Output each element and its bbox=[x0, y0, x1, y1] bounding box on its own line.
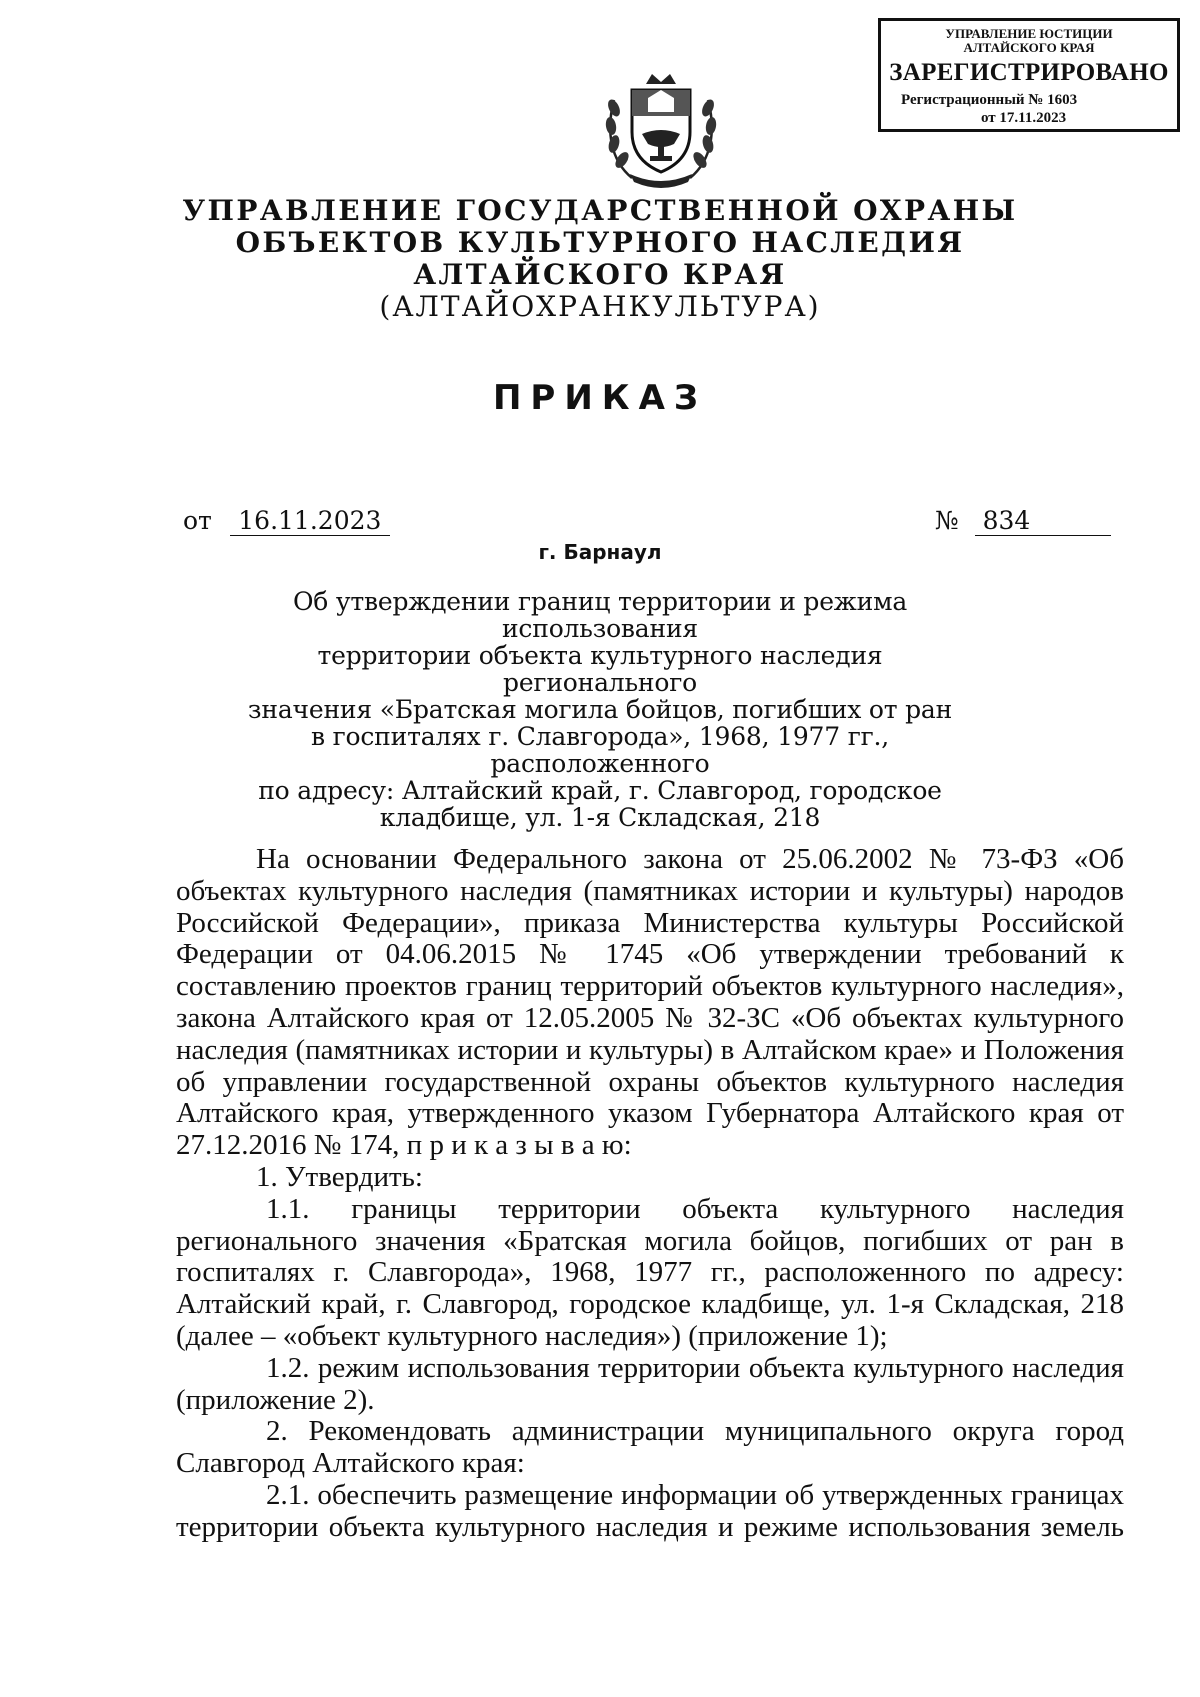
document-type: ПРИКАЗ bbox=[492, 378, 708, 418]
item-2: 2. Рекомендовать администрации муниципального округа город Славгород Алтайского края: bbox=[176, 1415, 1124, 1480]
order-title bbox=[230, 588, 970, 831]
title-line: кладбище, ул. 1-я Складская, 218 bbox=[379, 803, 821, 832]
preamble-paragraph bbox=[176, 844, 1124, 1162]
order-number bbox=[935, 506, 1111, 536]
org-name-line2: ОБЪЕКТОВ КУЛЬТУРНОГО НАСЛЕДИЯ bbox=[235, 226, 965, 259]
org-name-line1: УПРАВЛЕНИЕ ГОСУДАРСТВЕННОЙ ОХРАНЫ bbox=[182, 194, 1018, 227]
stamp-reg-date: от 17.11.2023 bbox=[981, 110, 1067, 126]
stamp-status: ЗАРЕГИСТРИРОВАНО bbox=[889, 59, 1169, 86]
registration-stamp bbox=[878, 18, 1180, 132]
org-short-name: (АЛТАЙОХРАНКУЛЬТУРА) bbox=[379, 290, 821, 323]
item-2-1: 2.1. обеспечить размещение информации об утвержденных границах территории объекта культурного наследия и режиме использования земель bbox=[176, 1478, 1124, 1543]
date-prefix: от bbox=[183, 506, 212, 535]
number-prefix: № bbox=[935, 506, 959, 535]
title-line: значения «Братская могила бойцов, погибших от ран bbox=[247, 695, 953, 724]
city: г. Барнаул bbox=[538, 540, 662, 564]
number-value: 834 bbox=[975, 506, 1111, 536]
stamp-org bbox=[881, 27, 1177, 55]
org-name-line3: АЛТАЙСКОГО КРАЯ bbox=[413, 258, 787, 291]
stamp-org-line1: УПРАВЛЕНИЕ ЮСТИЦИИ bbox=[945, 26, 1113, 41]
item-1-1: 1.1. границы территории объекта культурного наследия регионального значения «Братская могила бойцов, погибших от ран в госпиталях г. Славгорода», 1968, 1977 гг., расположенного по адресу: Алтайский край, г. Славгород, городское кладбище, ул. 1-я Складская, 218 (далее – «объект культурного наследия») (приложение 1); bbox=[176, 1192, 1124, 1352]
stamp-org-line2: АЛТАЙСКОГО КРАЯ bbox=[963, 40, 1095, 55]
stamp-reg-number: Регистрационный № 1603 bbox=[901, 92, 1078, 108]
title-line: территории объекта культурного наследия регионального bbox=[317, 641, 883, 697]
item-1: 1. Утвердить: bbox=[256, 1160, 423, 1193]
coat-of-arms-icon bbox=[602, 60, 720, 190]
date-value: 16.11.2023 bbox=[230, 506, 390, 536]
order-body bbox=[176, 844, 1124, 1544]
title-line: Об утверждении границ территории и режима использования bbox=[292, 587, 908, 643]
title-line: по адресу: Алтайский край, г. Славгород, городское bbox=[258, 776, 942, 805]
order-date bbox=[183, 506, 390, 536]
preamble-text: На основании Федерального закона от 25.06.2002 № 73-ФЗ «Об объектах культурного наследия (памятниках истории и культуры) народов Российской Федерации», приказа Министерства культуры Российской Федерации от 04.06.2015 № 1745 «Об утверждении требований к составлению проектов границ территорий объектов культурного наследия», закона Алтайского края от 12.05.2005 № 32-ЗС «Об объектах культурного наследия (памятниках истории и культуры) в Алтайском крае» и Положения об управлении государственной охраны объектов культурного наследия Алтайского края, утвержденного указом Губернатора Алтайского края от 27.12.2016 № 174, bbox=[176, 843, 1124, 1162]
preamble-end: п р и к а з ы в а ю: bbox=[406, 1129, 632, 1162]
item-1-2: 1.2. режим использования территории объекта культурного наследия (приложение 2). bbox=[176, 1351, 1124, 1416]
title-line: в госпиталях г. Славгорода», 1968, 1977 гг., расположенного bbox=[311, 722, 889, 778]
